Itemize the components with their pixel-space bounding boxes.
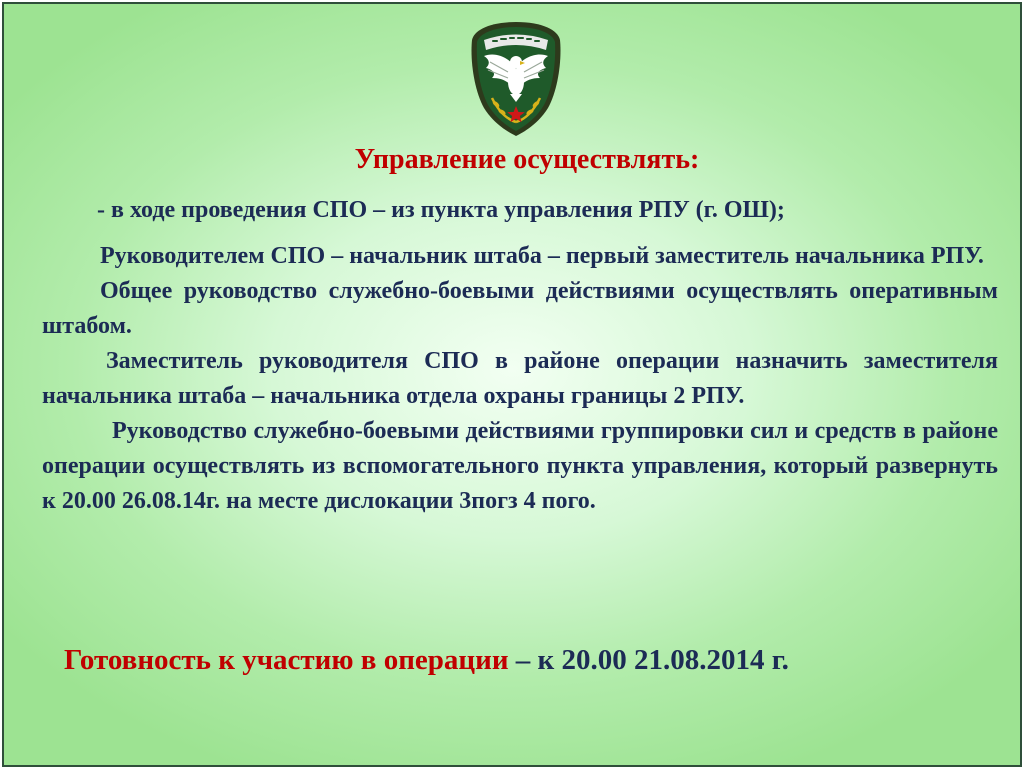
paragraph-auxiliary-command-post: Руководство служебно-боевыми действиями группировки сил и средств в районе операции осуществлять из вспомогательного пункта управления, который развернуть к 20.00 26.08.14г. на месте дислокации 3погз 4 пого. [42,418,998,514]
paragraph-general-command: Общее руководство служебно-боевыми действиями осуществлять оперативным штабом. [42,278,998,339]
slide-heading: Управление осуществлять: [354,144,700,175]
readiness-time: – к 20.00 21.08.2014 г. [508,644,789,676]
paragraph-deputy-leader: Заместитель руководителя СПО в районе операции назначить заместителя начальника штаба – начальника отдела охраны границы 2 РПУ. [42,348,998,409]
paragraph-operation-leader: Руководителем СПО – начальник штаба – первый заместитель начальника РПУ. [100,243,984,269]
border-guard-eagle-emblem-icon [468,20,564,138]
command-post-bullet: - в ходе проведения СПО – из пункта управления РПУ (г. ОШ); [97,197,785,223]
readiness-statement [64,644,789,677]
body-text [42,239,998,519]
slide [2,2,1022,767]
readiness-label: Готовность к участию в операции [64,644,509,676]
